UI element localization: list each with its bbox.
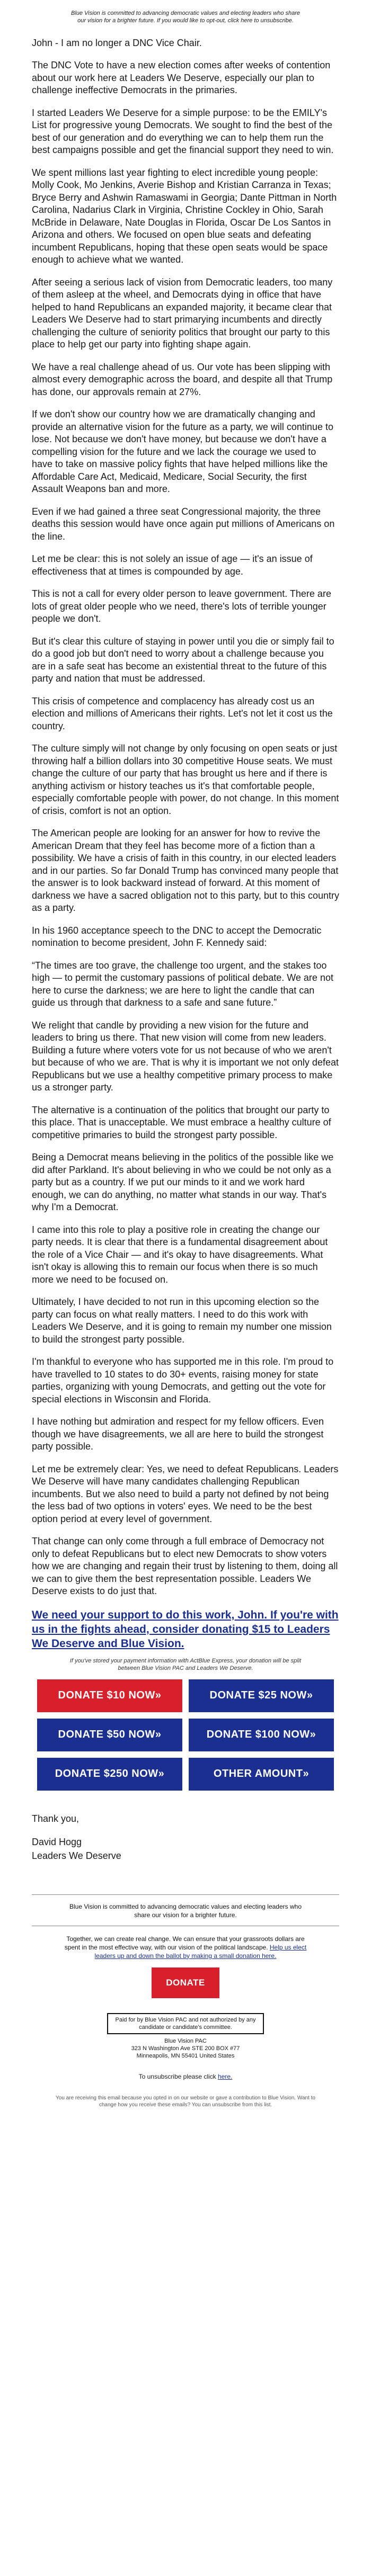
footer-divider-top xyxy=(32,1894,339,1895)
body-paragraph: If we don't show our country how we are dramatically changing and provide an alternative vision for the future as a party, we will continue to lose. Not because we don't have money, but because we don't have a compelling vision for the future and we lack the courage we used to have to take on massive policy fights that have helped millions like the Affordable Care Act, Medicaid, Medicare, Social Security, the first Assault Weapons ban and more. xyxy=(32,409,333,494)
greeting: John - I am no longer a DNC Vice Chair. xyxy=(32,38,202,48)
body-paragraph: Being a Democrat means believing in the politics of the possible like we did after Parkland. It's about believing in who we could be not only as a party but as a country. If we put our minds to it and we work hard enough, we can do anything, no matter what stands in our way. That's why I'm a Democrat. xyxy=(32,1152,334,1212)
donate-amount-button[interactable]: DONATE $250 NOW» xyxy=(37,1758,182,1791)
footer-donate-button[interactable]: DONATE xyxy=(152,1967,219,1998)
preheader-text: Blue Vision is committed to advancing democratic values and electing leaders who share our vision for a brighter future. If you would like to opt-out, click here to unsubscribe. xyxy=(70,10,301,24)
donate-amount-button[interactable]: DONATE $50 NOW» xyxy=(37,1719,182,1751)
body-paragraph: This is not a call for every older person to leave government. There are lots of great older people who we need, there's lots of terrible younger people we don't. xyxy=(32,588,331,624)
donate-amount-button[interactable]: DONATE $100 NOW» xyxy=(189,1719,334,1751)
footer-mission: Blue Vision is committed to advancing democratic values and electing leaders who share our vision for a brighter future. xyxy=(69,1902,302,1919)
donate-cta-link[interactable]: We need your support to do this work, John. If you're with us in the fights ahead, consider donating $15 to Leaders We Deserve and Blue Vision. xyxy=(32,1608,339,1650)
email-body xyxy=(32,0,339,1873)
footer-text xyxy=(64,1935,307,1960)
body-paragraph: The alternative is a continuation of the politics that brought our party to this place. That is unacceptable. We must embrace a healthy culture of competitive primaries to build the strongest party possible. xyxy=(32,1104,331,1140)
signature-org: Leaders We Deserve xyxy=(32,1850,121,1861)
unsubscribe-line xyxy=(32,2072,339,2081)
footer-donate-wrap xyxy=(32,1967,339,1998)
unsubscribe-link[interactable]: here. xyxy=(218,2072,233,2080)
donate-amount-button[interactable]: OTHER AMOUNT» xyxy=(189,1758,334,1791)
actblue-disclaimer: If you've stored your payment information with ActBlue Express, your donation will be split between Blue Vision PAC and Leaders We Deserve. xyxy=(69,1657,302,1671)
letter-paragraphs xyxy=(32,59,339,1598)
signoff: Thank you, xyxy=(32,1813,80,1824)
body-paragraph: But it's clear this culture of staying in power until you die or simply fail to do a good job but don't need to worry about a challenge because you are in a safe seat has become an existential threat to the future of this party and nation that must be addressed. xyxy=(32,636,334,684)
body-paragraph: I have nothing but admiration and respect for my fellow officers. Even though we have disagreements, we all are here to build the strongest party possible. xyxy=(32,1416,324,1452)
body-paragraph: That change can only come through a full embrace of Democracy not only to defeat Republicans but to elect new Democrats to show voters how we are changing and regain their trust by listening to them, doing all we can to give them the best representation possible. Leaders We Deserve exists to do just that. xyxy=(32,1536,338,1596)
address-line-1: Blue Vision PAC xyxy=(164,2037,207,2044)
body-paragraph: I'm thankful to everyone who has supported me in this role. I'm proud to have travelled to 10 states to do 30+ events, raising money for state parties, organizing with young Democrats, and getting out the vote for special elections in Wisconsin and Florida. xyxy=(32,1356,334,1405)
body-paragraph: The culture simply will not change by only focusing on open seats or just throwing half a billion dollars into 30 competitive House seats. We must change the culture of our party that has brought us here and if there is anything activism or history teaches us it's that comfortable people, especially comfortable people with power, do not change. In this moment of crisis, comfort is not an option. xyxy=(32,743,339,816)
body-paragraph: Ultimately, I have decided to not run in this upcoming election so the party can focus on what really matters. I need to do this work with Leaders We Deserve, and it is going to remain my number one mission to build the strongest party possible. xyxy=(32,1296,332,1345)
footer-donate-link[interactable]: Help us elect leaders up and down the ballot by making a small donation here. xyxy=(94,1943,307,1960)
body-paragraph: I came into this role to play a positive role in creating the change our party needs. It is clear that there is a fundamental disagreement about the role of a Vice Chair — and it's okay to have disagreements. What isn't okay is allowing this to remain our focus when there is so much more we need to be focused on. xyxy=(32,1224,328,1285)
paid-for-disclaimer: Paid for by Blue Vision PAC and not authorized by any candidate or candidate's committee. xyxy=(107,2013,264,2034)
body-paragraph: The American people are looking for an answer for how to revive the American Dream that they feel has become more of a fiction than a possibility. We have a crisis of faith in this country, in our elected leaders and in our parties. So far Donald Trump has convinced many people that the answer is to look backward instead of forward. At this moment of darkness we have a sacred obligation not to this party, but to this country as a party. xyxy=(32,828,339,913)
bottom-note: You are receiving this email because you opted in on our website or gave a contribution to Blue Vision. Want to change how you receive these emails? You can unsubscribe from this list. xyxy=(56,2095,315,2108)
unsubscribe-text: To unsubscribe please click xyxy=(138,2072,218,2080)
body-paragraph: We relight that candle by providing a new vision for the future and leaders to bring us there. That new vision will come from new leaders. Building a future where voters vote for us not because of who we aren't but because of who we are. That is why it is important we not only defeat Republicans but we use a healthy competitive primary process to make us a stronger party. xyxy=(32,1019,339,1093)
body-paragraph: The DNC Vote to have a new election comes after weeks of contention about our work here at Leaders We Deserve, especially our plan to challenge ineffective Democrats in the primaries. xyxy=(32,60,331,95)
body-paragraph: After seeing a serious lack of vision from Democratic leaders, too many of them asleep at the wheel, and Democrats dying in office that have helped to hand Republicans an expanded majority, it became clear that Leaders We Deserve had to start primarying incumbents and directly challenging the culture of seniority politics that brought our party to this place to help get our party into fighting shape again. xyxy=(32,276,333,350)
body-paragraph: This crisis of competence and complacency has already cost us an election and millions of Americans their rights. Let's not let it cost us the country. xyxy=(32,695,333,731)
body-paragraph: I started Leaders We Deserve for a simple purpose: to be the EMILY's List for progressive young Democrats. We sought to find the best of the best of our generation and do everything we can to help them run the best campaigns possible and get the financial support they need to win. xyxy=(32,107,334,155)
footer xyxy=(32,1894,339,2117)
body-paragraph: “The times are too grave, the challenge too urgent, and the stakes too high — to permit the customary passions of political debate. We are not here to curse the darkness; we are here to light the candle that can guide us through that darkness to a safe and sane future.” xyxy=(32,960,333,1008)
body-paragraph: Even if we had gained a three seat Congressional majority, the three deaths this session would have once again put millions of Americans on the line. xyxy=(32,506,335,542)
signature-name: David Hogg xyxy=(32,1836,82,1847)
donate-button-grid xyxy=(37,1679,334,1791)
body-paragraph: In his 1960 acceptance speech to the DNC to accept the Democratic nomination to become president, John F. Kennedy said: xyxy=(32,925,322,948)
address-line-2: 323 N Washington Ave STE 200 BOX #77 xyxy=(131,2045,240,2052)
body-paragraph: Let me be clear: this is not solely an issue of age — it's an issue of effectiveness that at times is compounded by age. xyxy=(32,553,313,577)
body-paragraph: Let me be extremely clear: Yes, we need to defeat Republicans. Leaders We Deserve will have many candidates challenging Republican incumbents. But we also need to build a party not defined by not being the less bad of two options in voters' eyes. We need to be the best option period at every level of government. xyxy=(32,1463,339,1524)
donate-amount-button[interactable]: DONATE $25 NOW» xyxy=(189,1679,334,1712)
body-paragraph: We have a real challenge ahead of us. Our vote has been slipping with almost every demographic across the board, and despite all that Trump has done, our approvals remain at 27%. xyxy=(32,361,333,397)
footer-text-body: Together, we can create real change. We can ensure that your grassroots dollars are spent in the most effective way, with our vision of the political landscape. xyxy=(64,1935,305,1951)
address-line-3: Minneapolis, MN 55401 United States xyxy=(136,2052,235,2059)
body-paragraph: We spent millions last year fighting to elect incredible young people: Molly Cook, Mo Jenkins, Averie Bishop and Kristian Carranza in Texas; Bryce Berry and Ashwin Ramaswami in Georgia; Dante Pittman in North Carolina, Nadarius Clark in Virginia, Christine Cockley in Ohio, Sarah McBride in Delaware, Nate Douglas in Florida, Oscar De Los Santos in Arizona and others. We focused on open blue seats and defeating incumbent Republicans, hoping that these open seats would be space enough to achieve what we wanted. xyxy=(32,167,337,265)
donate-amount-button[interactable]: DONATE $10 NOW» xyxy=(37,1679,182,1712)
